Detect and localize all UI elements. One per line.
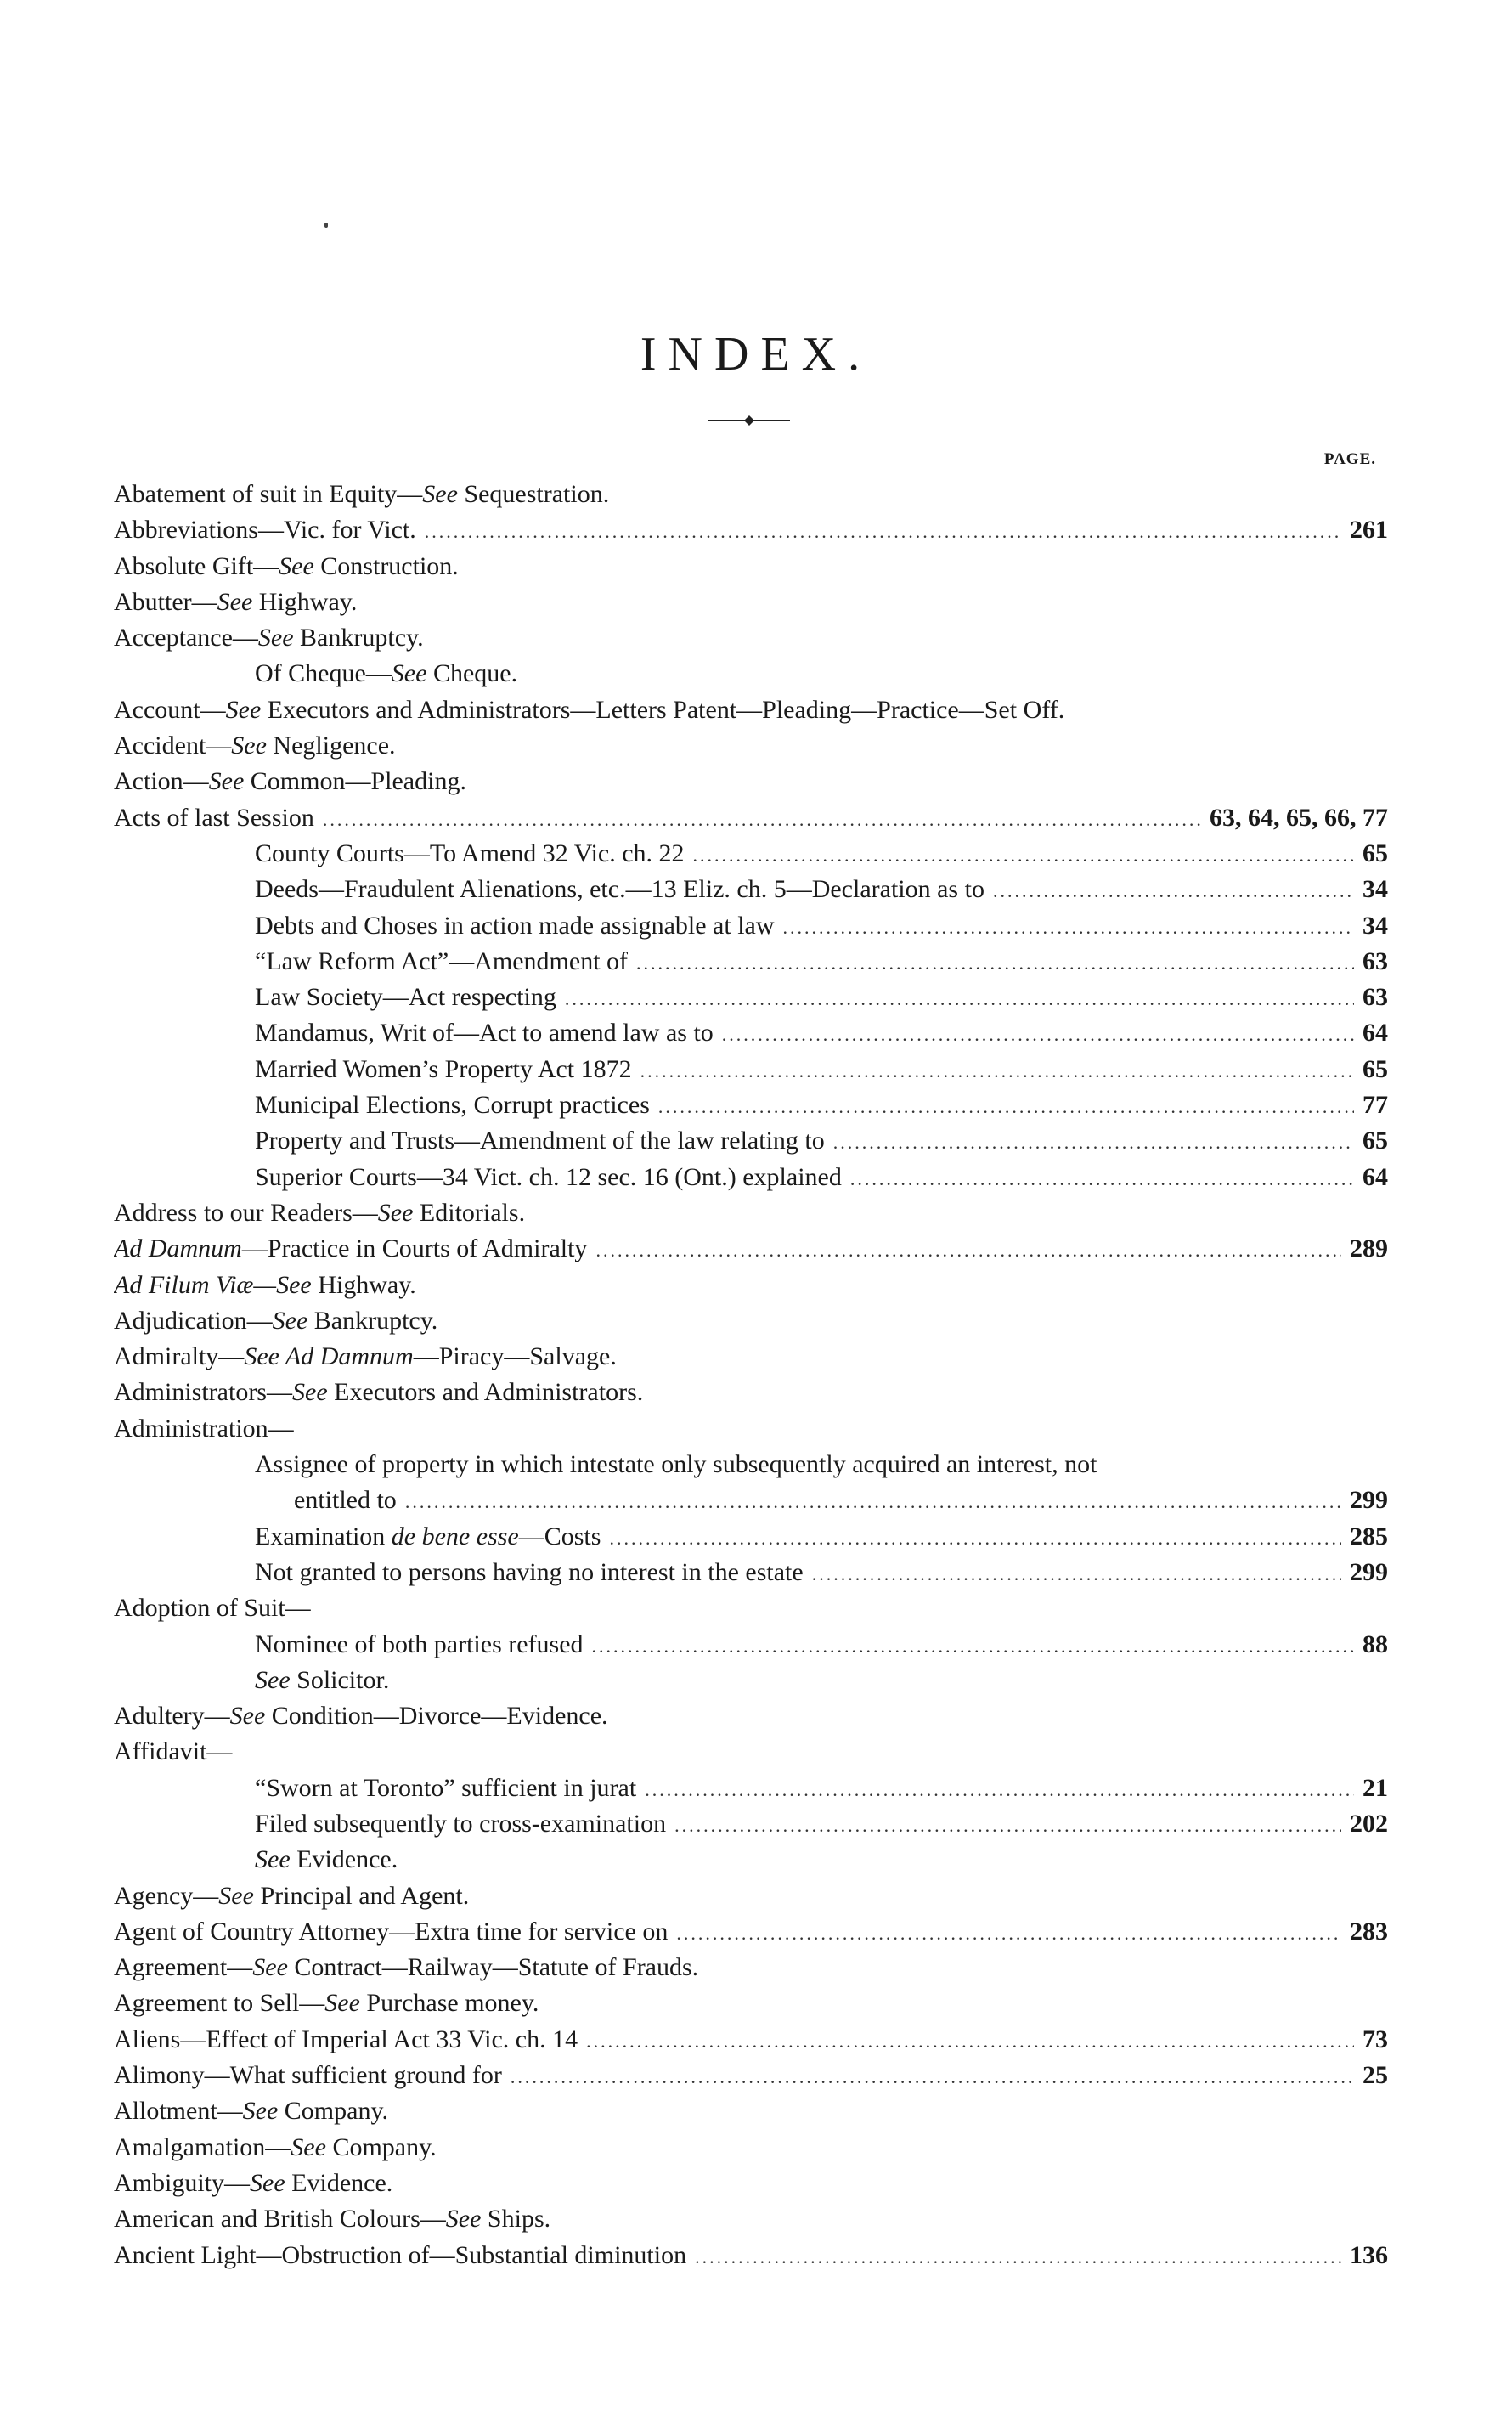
entry-text-part: “Law Reform Act”—Amendment of xyxy=(255,946,629,975)
entry-text xyxy=(114,512,416,548)
entry-text-part: Condition—Divorce—Evidence. xyxy=(265,1702,608,1731)
entry-italic-text: See xyxy=(422,480,458,508)
entry-italic-text: See xyxy=(229,1702,266,1731)
page-number: 63 xyxy=(1362,983,1388,1012)
entry-text xyxy=(255,1447,1097,1483)
entry-text-part: Agreement to Sell— xyxy=(114,1989,325,2018)
entry-text xyxy=(114,800,314,836)
entry-text-part: Acts of last Session xyxy=(114,803,314,832)
dot-leader xyxy=(993,873,1354,907)
entry-italic-text: See xyxy=(272,1306,308,1335)
dot-leader xyxy=(640,1053,1354,1087)
entry-italic-text: See xyxy=(279,551,314,580)
entry-text-part: Agency— xyxy=(114,1881,219,1910)
entry-text xyxy=(114,1268,416,1303)
page-number: 63 xyxy=(1362,946,1388,975)
index-entry xyxy=(114,1411,1388,1447)
index-entry xyxy=(114,2022,1388,2058)
dot-leader xyxy=(586,2024,1354,2058)
entry-text-part: Abatement of suit in Equity— xyxy=(114,480,423,508)
entry-italic-text: See xyxy=(231,731,267,760)
index-entry xyxy=(114,549,1388,585)
index-entry xyxy=(114,2058,1388,2093)
index-entry xyxy=(114,1339,1388,1375)
entry-text xyxy=(255,872,984,907)
entry-text xyxy=(114,620,424,656)
index-entry xyxy=(114,872,1388,907)
entry-text xyxy=(114,1375,643,1410)
dot-leader xyxy=(812,1556,1341,1590)
entry-text-part: Contract—Railway—Statute of Frauds. xyxy=(287,1953,699,1982)
index-entry xyxy=(114,1303,1388,1339)
entry-text xyxy=(255,944,628,980)
index-entry xyxy=(114,1771,1388,1806)
entry-italic-text: See xyxy=(225,695,262,724)
entry-text-part: Evidence. xyxy=(285,2168,393,2197)
entry-text-part: —Costs xyxy=(518,1522,601,1550)
index-entry xyxy=(114,764,1388,799)
index-entry xyxy=(114,1734,1388,1770)
entry-text-part: Assignee of property in which intestate only subsequently acquired an interest, not xyxy=(255,1450,1097,1479)
page-number: 283 xyxy=(1350,1917,1388,1946)
entry-text xyxy=(114,1411,294,1447)
dot-leader xyxy=(850,1161,1354,1195)
dot-leader xyxy=(511,2059,1354,2093)
dot-leader xyxy=(674,1808,1341,1842)
entry-text-part: Examination xyxy=(255,1522,392,1550)
dot-leader xyxy=(323,802,1201,836)
dot-leader xyxy=(595,1233,1341,1267)
entry-text xyxy=(114,2238,686,2273)
entry-text xyxy=(255,836,685,872)
dot-leader xyxy=(658,1089,1354,1123)
entry-text-part: Mandamus, Writ of—Act to amend law as to xyxy=(255,1019,714,1048)
entry-text-part: Of Cheque— xyxy=(255,659,392,688)
entry-text-part: Ambiguity— xyxy=(114,2168,251,2197)
index-entry xyxy=(114,1015,1388,1051)
entry-text-part: Property and Trusts—Amendment of the law relating to xyxy=(255,1127,825,1155)
entry-text-part: Ancient Light—Obstruction of—Substantial diminution xyxy=(114,2240,687,2269)
entry-text-part: Admiralty— xyxy=(114,1342,245,1371)
dot-leader xyxy=(783,910,1354,944)
index-entry xyxy=(114,1519,1388,1555)
entry-text xyxy=(114,1590,311,1626)
dot-leader xyxy=(609,1521,1341,1555)
entry-text xyxy=(294,1483,397,1518)
entry-text-part: “Sworn at Toronto” sufficient in jurat xyxy=(255,1773,637,1802)
page-number: 65 xyxy=(1362,839,1388,867)
entry-text-part: Executors and Administrators. xyxy=(327,1378,644,1407)
entry-text-part: Agent of Country Attorney—Extra time for service on xyxy=(114,1917,669,1946)
index-entry xyxy=(114,656,1388,692)
entry-text xyxy=(114,764,466,799)
entry-italic-text: See xyxy=(292,1378,328,1407)
entry-text-part: Nominee of both parties refused xyxy=(255,1629,584,1658)
page-number: 63, 64, 65, 66, 77 xyxy=(1210,803,1388,832)
entry-text-part: Amalgamation— xyxy=(114,2132,291,2161)
page-number: 202 xyxy=(1350,1809,1388,1838)
index-entry xyxy=(114,728,1388,764)
index-entry xyxy=(114,692,1388,728)
page-number: 65 xyxy=(1362,1054,1388,1083)
entry-italic-text: See xyxy=(391,659,427,688)
entry-text xyxy=(114,2022,578,2058)
index-entry xyxy=(114,1231,1388,1267)
entry-text-part: Address to our Readers— xyxy=(114,1198,378,1227)
entry-text-part: Bankruptcy. xyxy=(307,1306,438,1335)
page-number: 77 xyxy=(1362,1091,1388,1120)
entry-text-part: Action— xyxy=(114,767,209,796)
entry-italic-text: See xyxy=(217,587,253,616)
entry-text-part: entitled to xyxy=(294,1486,397,1515)
entry-italic-text: See xyxy=(255,1665,291,1694)
index-entry xyxy=(114,2201,1388,2237)
index-entry xyxy=(114,1698,1388,1734)
entry-text xyxy=(114,1914,668,1950)
entry-text xyxy=(114,1734,232,1770)
entry-text xyxy=(114,692,1064,728)
dot-leader xyxy=(833,1125,1354,1159)
entry-text-part: Superior Courts—34 Vict. ch. 12 sec. 16 (Ont.) explained xyxy=(255,1162,842,1191)
entry-text xyxy=(255,1663,389,1698)
entry-text xyxy=(255,1052,632,1087)
entry-text-part: Editorials. xyxy=(413,1198,526,1227)
index-entry xyxy=(114,477,1388,512)
entry-text xyxy=(255,1015,714,1051)
entry-italic-text: See xyxy=(377,1198,414,1227)
dot-leader xyxy=(676,1916,1341,1950)
dot-leader xyxy=(425,514,1341,548)
entry-text-part: Abutter— xyxy=(114,587,217,616)
entry-text-part: American and British Colours— xyxy=(114,2205,446,2234)
entry-text-part: Adoption of Suit— xyxy=(114,1594,311,1623)
entry-italic-text: See xyxy=(324,1989,360,2018)
page-number: 34 xyxy=(1362,911,1388,940)
dot-leader xyxy=(565,981,1354,1015)
entry-text xyxy=(255,1627,584,1663)
index-entry xyxy=(114,2238,1388,2273)
entry-text xyxy=(255,1806,666,1842)
entry-text xyxy=(114,2093,388,2129)
index-entry xyxy=(114,1160,1388,1195)
page-number: 25 xyxy=(1362,2061,1388,2090)
entry-text-part: Construction. xyxy=(313,551,459,580)
page-number: 285 xyxy=(1350,1522,1388,1550)
index-entry xyxy=(114,2093,1388,2129)
entry-text xyxy=(114,2058,502,2093)
index-entry xyxy=(114,1985,1388,2021)
entry-italic-text: See xyxy=(242,2097,279,2126)
page-number: 34 xyxy=(1362,875,1388,904)
dot-leader xyxy=(592,1629,1354,1663)
entry-text-part: Ships. xyxy=(481,2205,551,2234)
index-entry xyxy=(114,980,1388,1015)
entry-text xyxy=(114,2130,437,2166)
entry-text-part: Agreement— xyxy=(114,1953,253,1982)
entry-text-part: Sequestration. xyxy=(457,480,610,508)
entry-text-part: Absolute Gift— xyxy=(114,551,279,580)
dot-leader xyxy=(722,1017,1354,1051)
entry-text xyxy=(255,1771,636,1806)
page-number: 21 xyxy=(1362,1773,1388,1802)
index-entry xyxy=(114,1375,1388,1410)
entry-text xyxy=(114,728,396,764)
entry-italic-text: de bene esse xyxy=(391,1522,519,1550)
page-number: 65 xyxy=(1362,1127,1388,1155)
index-entry xyxy=(114,1123,1388,1159)
index-entry xyxy=(114,1914,1388,1950)
entry-text-part: Deeds—Fraudulent Alienations, etc.—13 Eliz. ch. 5—Declaration as to xyxy=(255,875,984,904)
index-entry xyxy=(114,1663,1388,1698)
index-entry xyxy=(114,908,1388,944)
entry-text xyxy=(114,1195,525,1231)
entry-italic-text: Ad Damnum xyxy=(114,1234,242,1263)
entry-text-part: Cheque. xyxy=(426,659,518,688)
entry-text xyxy=(255,1123,825,1159)
entry-text-part: Bankruptcy. xyxy=(293,624,424,652)
entry-italic-text: See xyxy=(257,624,294,652)
entry-text xyxy=(255,1160,842,1195)
entry-text-part: Company. xyxy=(325,2132,437,2161)
index-entry xyxy=(114,1052,1388,1087)
dot-leader xyxy=(405,1484,1341,1518)
entry-text xyxy=(114,1339,617,1375)
entry-text-part: —Piracy—Salvage. xyxy=(413,1342,617,1371)
print-speck xyxy=(324,223,328,228)
entry-text-part: Principal and Agent. xyxy=(253,1881,470,1910)
index-entry xyxy=(114,1483,1388,1518)
entry-text xyxy=(114,585,357,620)
index-entries xyxy=(114,477,1388,2273)
entry-italic-text: See Ad Damnum xyxy=(244,1342,414,1371)
title-ornament xyxy=(707,415,792,426)
entry-italic-text: See xyxy=(250,2168,285,2197)
entry-text-part: Highway. xyxy=(252,587,358,616)
entry-text-part: Aliens—Effect of Imperial Act 33 Vic. ch. 14 xyxy=(114,2025,578,2053)
index-entry xyxy=(114,1950,1388,1985)
entry-text-part: Negligence. xyxy=(266,731,396,760)
index-entry xyxy=(114,1590,1388,1626)
entry-text xyxy=(114,1231,587,1267)
index-entry xyxy=(114,512,1388,548)
index-entry xyxy=(114,1878,1388,1914)
entry-text xyxy=(255,1555,804,1590)
entry-text-part: Debts and Choses in action made assignable at law xyxy=(255,911,775,940)
entry-text xyxy=(114,477,609,512)
entry-text-part: Not granted to persons having no interest in the estate xyxy=(255,1557,804,1586)
entry-text xyxy=(114,1985,539,2021)
index-entry xyxy=(114,585,1388,620)
entry-text-part: Executors and Administrators—Letters Patent—Pleading—Practice—Set Off. xyxy=(261,695,1065,724)
entry-text xyxy=(255,980,556,1015)
page-number: 299 xyxy=(1350,1486,1388,1515)
index-entry xyxy=(114,1806,1388,1842)
entry-text-part: Married Women’s Property Act 1872 xyxy=(255,1054,632,1083)
entry-text-part: Municipal Elections, Corrupt practices xyxy=(255,1091,650,1120)
entry-text xyxy=(255,656,517,692)
entry-italic-text: Ad Filum Viæ—See xyxy=(114,1270,312,1299)
entry-text-part: Evidence. xyxy=(290,1845,398,1874)
page-number: 299 xyxy=(1350,1557,1388,1586)
entry-text xyxy=(255,1519,601,1555)
entry-text-part: Accident— xyxy=(114,731,232,760)
entry-text xyxy=(255,908,775,944)
entry-text xyxy=(114,2201,550,2237)
index-entry xyxy=(114,1195,1388,1231)
entry-text xyxy=(114,2166,392,2201)
dot-leader xyxy=(693,838,1354,872)
entry-text-part: Filed subsequently to cross-examination xyxy=(255,1809,667,1838)
entry-text xyxy=(114,1698,608,1734)
index-entry xyxy=(114,1627,1388,1663)
entry-text xyxy=(114,549,459,585)
index-entry xyxy=(114,944,1388,980)
index-entry xyxy=(114,836,1388,872)
entry-text-part: Highway. xyxy=(311,1270,416,1299)
dot-leader xyxy=(645,1772,1354,1806)
entry-text-part: Affidavit— xyxy=(114,1737,233,1766)
entry-text-part: Abbreviations—Vic. for Vict. xyxy=(114,516,416,545)
page-title: INDEX. xyxy=(640,328,872,381)
entry-text-part: Acceptance— xyxy=(114,624,258,652)
dot-leader xyxy=(636,946,1354,980)
entry-text-part: County Courts—To Amend 32 Vic. ch. 22 xyxy=(255,839,685,867)
index-entry xyxy=(114,2166,1388,2201)
index-entry xyxy=(114,2130,1388,2166)
entry-text-part: Law Society—Act respecting xyxy=(255,983,556,1012)
entry-text-part: Administration— xyxy=(114,1414,294,1443)
page-number: 261 xyxy=(1350,516,1388,545)
page-number: 73 xyxy=(1362,2025,1388,2053)
index-entry xyxy=(114,1447,1388,1483)
page-number: 64 xyxy=(1362,1019,1388,1048)
entry-text-part: Adultery— xyxy=(114,1702,230,1731)
entry-italic-text: See xyxy=(445,2205,482,2234)
index-entry xyxy=(114,620,1388,656)
index-entry xyxy=(114,1842,1388,1878)
entry-text-part: Solicitor. xyxy=(290,1665,390,1694)
index-entry xyxy=(114,1087,1388,1123)
entry-text xyxy=(255,1842,398,1878)
entry-text-part: Account— xyxy=(114,695,226,724)
entry-italic-text: See xyxy=(252,1953,288,1982)
entry-text xyxy=(114,1950,698,1985)
entry-italic-text: See xyxy=(208,767,245,796)
index-entry xyxy=(114,1268,1388,1303)
page-column-heading: PAGE. xyxy=(1323,450,1376,468)
page-number: 289 xyxy=(1350,1234,1388,1263)
entry-text xyxy=(255,1087,650,1123)
entry-text-part: —Practice in Courts of Admiralty xyxy=(241,1234,588,1263)
entry-text-part: Company. xyxy=(278,2097,389,2126)
page-number: 88 xyxy=(1362,1629,1388,1658)
index-entry xyxy=(114,800,1388,836)
entry-text-part: Allotment— xyxy=(114,2097,243,2126)
entry-text-part: Common—Pleading. xyxy=(244,767,466,796)
entry-text xyxy=(114,1878,469,1914)
index-entry xyxy=(114,1555,1388,1590)
entry-italic-text: See xyxy=(218,1881,254,1910)
entry-text-part: Purchase money. xyxy=(359,1989,539,2018)
page-number: 64 xyxy=(1362,1162,1388,1191)
entry-italic-text: See xyxy=(255,1845,291,1874)
entry-text xyxy=(114,1303,437,1339)
entry-text-part: Administrators— xyxy=(114,1378,292,1407)
entry-italic-text: See xyxy=(291,2132,326,2161)
entry-text-part: Alimony—What sufficient ground for xyxy=(114,2061,502,2090)
page-number: 136 xyxy=(1350,2240,1388,2269)
entry-text-part: Adjudication— xyxy=(114,1306,273,1335)
dot-leader xyxy=(695,2239,1341,2273)
